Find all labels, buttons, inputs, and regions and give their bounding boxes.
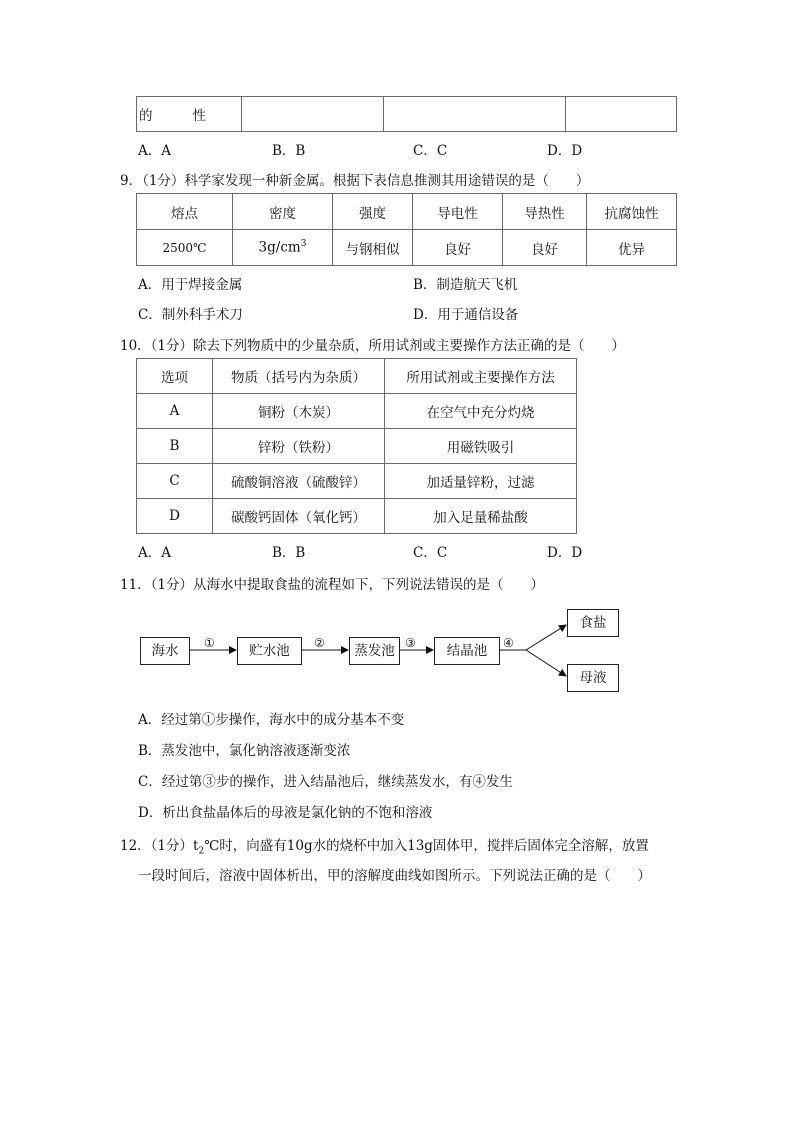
flow-node-crystallization-pond: 结晶池: [434, 637, 500, 665]
step-label-1: ①: [204, 636, 215, 650]
density-exponent: 3: [300, 239, 307, 250]
arrow-to-mother-liquor: [526, 650, 566, 676]
q10-cell: B: [137, 429, 213, 464]
q9-header: 熔点: [137, 194, 233, 230]
flow-node-reservoir: 贮水池: [237, 637, 302, 665]
q12-subscript: 2: [198, 846, 205, 857]
q12-stem-line1: [120, 834, 649, 857]
option-a[interactable]: A．经过第①步操作，海水中的成分基本不变: [138, 712, 405, 728]
q9-stem: 9．（1分）科学家发现一种新金属。根据下表信息推测其用途错误的是（ ）: [120, 173, 590, 189]
option-b[interactable]: B．制造航天飞机: [413, 277, 518, 293]
q10-cell: C: [137, 464, 213, 499]
q12-text: ℃时，向盛有10g水的烧杯中加入13g固体甲，搅拌后固体完全溶解，放置: [204, 838, 649, 854]
option-d[interactable]: D．析出食盐晶体后的母液是氯化钠的不饱和溶液: [138, 805, 433, 821]
option-d[interactable]: D．用于通信设备: [413, 307, 519, 323]
q9-value: 优异: [587, 230, 677, 266]
option-a[interactable]: A．A: [138, 545, 171, 561]
q10-cell: 铜粉（木炭）: [213, 394, 385, 429]
flow-node-evaporation-pond: 蒸发池: [349, 637, 400, 665]
option-d[interactable]: D．D: [547, 545, 583, 561]
q10-cell: 在空气中充分灼烧: [385, 394, 577, 429]
density-value: 3g/cm: [258, 239, 301, 256]
step-label-4: ④: [503, 636, 514, 650]
option-c[interactable]: C．C: [413, 143, 448, 159]
q10-cell: 加入足量稀盐酸: [385, 499, 577, 534]
step-label-3: ③: [405, 636, 416, 650]
q9-header: 强度: [333, 194, 413, 230]
q9-header: 抗腐蚀性: [587, 194, 677, 230]
q10-header: 物质（括号内为杂质）: [213, 359, 385, 394]
q10-stem: 10．（1分）除去下列物质中的少量杂质，所用试剂或主要操作方法正确的是（ ）: [120, 338, 626, 354]
q9-value: 与钢相似: [333, 230, 413, 266]
option-d[interactable]: D．D: [547, 143, 583, 159]
q12-prefix: 12．（1分）t: [120, 838, 199, 854]
q10-cell: D: [137, 499, 213, 534]
q10-cell: 碳酸钙固体（氧化钙）: [213, 499, 385, 534]
q10-header: 所用试剂或主要操作方法: [385, 359, 577, 394]
option-b[interactable]: B．蒸发池中，氯化钠溶液逐渐变浓: [138, 743, 351, 759]
flow-node-mother-liquor: 母液: [567, 664, 619, 692]
option-a[interactable]: A．用于焊接金属: [138, 277, 243, 293]
step-label-2: ②: [314, 636, 325, 650]
q9-value: 良好: [503, 230, 587, 266]
q9-header: 导热性: [503, 194, 587, 230]
q10-cell: 加适量锌粉，过滤: [385, 464, 577, 499]
q10-cell: 用磁铁吸引: [385, 429, 577, 464]
q9-header: 密度: [233, 194, 333, 230]
flow-node-seawater: 海水: [140, 637, 190, 665]
q10-header: 选项: [137, 359, 213, 394]
q10-cell: 锌粉（铁粉）: [213, 429, 385, 464]
q9-value: 2500℃: [137, 230, 233, 266]
arrow-to-salt: [526, 625, 566, 650]
q10-cell: 硫酸铜溶液（硫酸锌）: [213, 464, 385, 499]
option-a[interactable]: A．A: [138, 143, 171, 159]
q9-value: 良好: [413, 230, 503, 266]
option-c[interactable]: C．C: [413, 545, 448, 561]
q12-stem-line2: 一段时间后，溶液中固体析出，甲的溶解度曲线如图所示。下列说法正确的是（ ）: [138, 868, 651, 884]
q8-cell: 性: [159, 97, 242, 132]
flow-node-salt: 食盐: [567, 609, 619, 637]
option-c[interactable]: C．制外科手术刀: [138, 307, 243, 323]
option-c[interactable]: C．经过第③步的操作，进入结晶池后，继续蒸发水，有④发生: [138, 774, 513, 790]
q8-cell: 的: [137, 97, 159, 132]
q9-header: 导电性: [413, 194, 503, 230]
option-b[interactable]: B．B: [272, 545, 306, 561]
q11-stem: 11．（1分）从海水中提取食盐的流程如下，下列说法错误的是（ ）: [120, 577, 545, 593]
q10-cell: A: [137, 394, 213, 429]
option-b[interactable]: B．B: [272, 143, 306, 159]
